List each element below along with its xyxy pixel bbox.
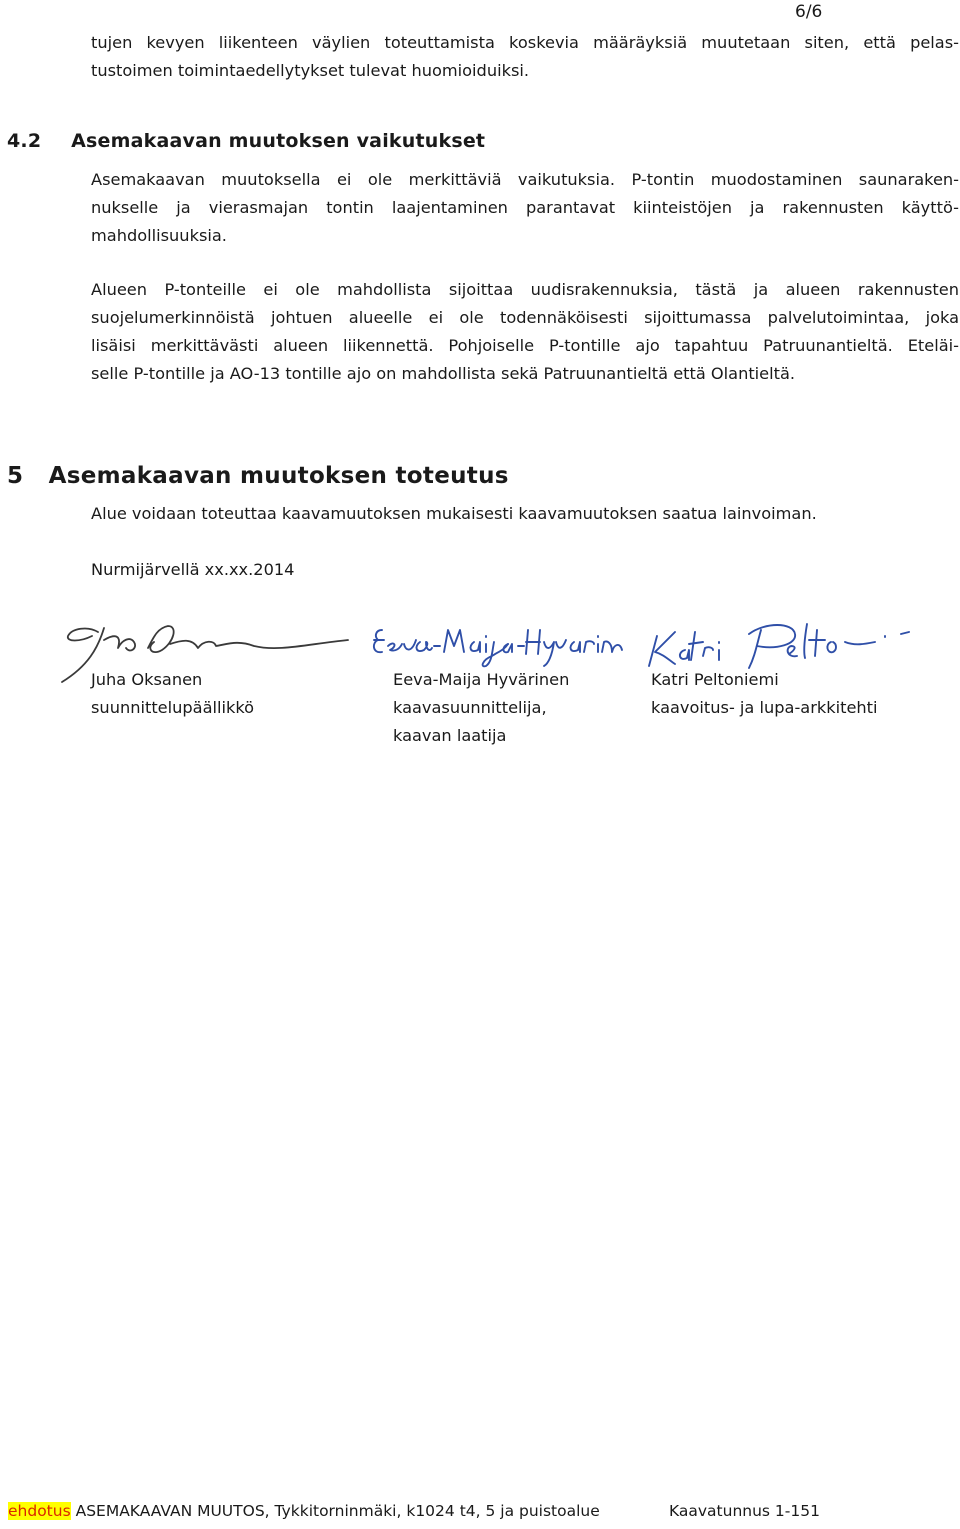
document-title: ASEMAKAAVAN MUUTOS, Tykkitorninmäki, k1024 t4, 5 ja puistoalue	[70, 1502, 600, 1520]
page-number: 6/6	[795, 2, 823, 22]
place-date	[91, 556, 294, 584]
text-line: suojelumerkinnöistä johtuen alueelle ei ole todennäköisesti sijoittumassa palvelutoimintaa, joka	[91, 308, 959, 327]
text-line: nukselle ja vierasmajan tontin laajentaminen parantavat kiinteistöjen ja rakennusten käyttö-	[91, 198, 959, 217]
signatory-title: kaavoitus- ja lupa-arkkitehti	[651, 698, 878, 717]
signatory-name: Katri Peltoniemi	[651, 670, 779, 689]
intro-paragraph	[91, 29, 959, 85]
section-heading-4-2	[7, 130, 485, 152]
status-badge: ehdotus	[8, 1502, 71, 1520]
signatory-block	[651, 666, 878, 722]
signatory-title: kaavasuunnittelija,	[393, 698, 547, 717]
text-line: mahdollisuuksia.	[91, 226, 227, 245]
signature-eeva-maija-hyvarinen	[368, 622, 624, 672]
paragraph	[91, 166, 959, 250]
signatory-name: Juha Oksanen	[91, 670, 203, 689]
signatory-block	[393, 666, 569, 750]
text-line: selle P-tontille ja AO-13 tontille ajo on mahdollista sekä Patruunantieltä että Olantieltä.	[91, 364, 796, 383]
text-line: tujen kevyen liikenteen väylien toteuttamista koskevia määräyksiä muutetaan siten, että pelas-	[91, 33, 959, 52]
text-line: tustoimen toimintaedellytykset tulevat huomioiduiksi.	[91, 61, 530, 80]
section-title: Asemakaavan muutoksen toteutus	[48, 463, 509, 489]
text-line: Alue voidaan toteuttaa kaavamuutoksen mukaisesti kaavamuutoksen saatua lainvoiman.	[91, 504, 817, 523]
text-line: Nurmijärvellä xx.xx.2014	[91, 560, 295, 579]
signature-katri-peltoniemi	[645, 616, 915, 672]
signatory-name: Eeva-Maija Hyvärinen	[393, 670, 570, 689]
signatory-block	[91, 666, 254, 722]
section-number: 4.2	[7, 130, 42, 152]
paragraph	[91, 276, 959, 388]
text-line: Alueen P-tonteille ei ole mahdollista sijoittaa uudisrakennuksia, tästä ja alueen rakennusten	[91, 280, 959, 299]
section-title: Asemakaavan muutoksen vaikutukset	[71, 130, 486, 152]
section-number: 5	[7, 463, 24, 489]
page-footer	[8, 1497, 600, 1525]
plan-code: Kaavatunnus 1-151	[669, 1502, 820, 1520]
signatory-title: suunnittelupäällikkö	[91, 698, 255, 717]
signatory-title: kaavan laatija	[393, 726, 507, 745]
text-line: Asemakaavan muutoksella ei ole merkittäviä vaikutuksia. P-tontin muodostaminen saunaraken-	[91, 170, 959, 189]
paragraph	[91, 500, 817, 528]
section-heading-5	[7, 463, 509, 489]
text-line: lisäisi merkittävästi alueen liikennettä. Pohjoiselle P-tontille ajo tapahtuu Patruunantieltä. Eteläi-	[91, 336, 959, 355]
